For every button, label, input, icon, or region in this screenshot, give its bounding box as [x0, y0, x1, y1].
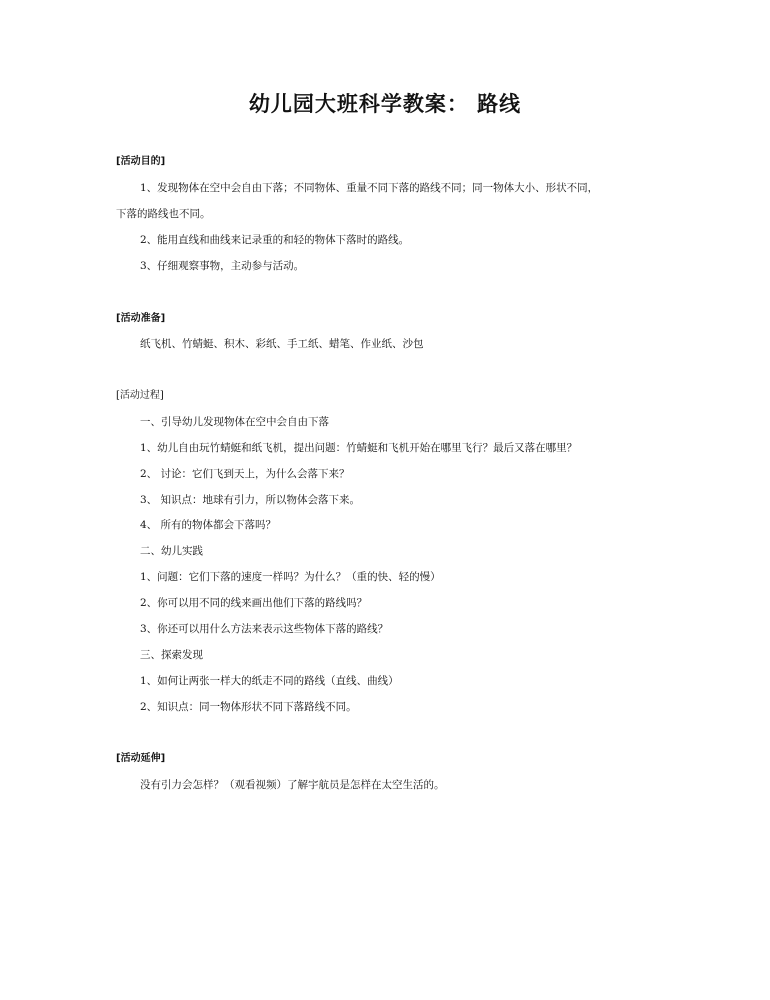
process-item: 3、 知识点：地球有引力，所以物体会落下来。 — [140, 494, 361, 506]
section-heading-prep: [活动准备] — [116, 313, 166, 324]
page-title: 幼儿园大班科学教案： 路线 — [248, 92, 522, 116]
process-item: 4、 所有的物体都会下落吗？ — [140, 519, 277, 531]
prep-item-1: 纸飞机、竹蜻蜓、积木、彩纸、手工纸、蜡笔、作业纸、沙包 — [140, 338, 424, 350]
goal-item-2: 2、能用直线和曲线来记录重的和轻的物体下落时的路线。 — [140, 234, 410, 246]
process-item: 3、你还可以用什么方法来表示这些物体下落的路线？ — [140, 623, 389, 635]
process-item: 2、 讨论：它们飞到天上，为什么会落下来？ — [140, 468, 350, 480]
goal-item-1: 1、发现物体在空中会自由下落；不同物体、重量不同下落的路线不同；同一物体大小、形状不同， — [140, 182, 599, 194]
process-item: 2、你可以用不同的线来画出他们下落的路线吗？ — [140, 597, 368, 609]
section-heading-process: [活动过程] — [116, 390, 164, 401]
process-item: 1、幼儿自由玩竹蜻蜓和纸飞机，提出问题：竹蜻蜓和飞机开始在哪里飞行？最后又落在哪里？ — [140, 442, 578, 454]
goal-item-1-cont: 下落的路线也不同。 — [116, 208, 211, 220]
process-item: 一、引导幼儿发现物体在空中会自由下落 — [140, 416, 329, 428]
process-item: 2、知识点：同一物体形状不同下落路线不同。 — [140, 701, 357, 713]
process-item: 1、如何让两张一样大的纸走不同的路线（直线、曲线） — [140, 675, 399, 687]
section-heading-goal: [活动目的] — [116, 156, 166, 167]
process-item: 1、问题：它们下落的速度一样吗？为什么？（重的快、轻的慢） — [140, 571, 441, 583]
goal-item-3: 3、仔细观察事物，主动参与活动。 — [140, 260, 305, 272]
extension-item-1: 没有引力会怎样？（观看视频）了解宇航员是怎样在太空生活的。 — [140, 779, 445, 791]
process-item: 三、探索发现 — [140, 649, 203, 661]
section-heading-extension: [活动延伸] — [116, 753, 166, 764]
process-item: 二、幼儿实践 — [140, 545, 203, 557]
